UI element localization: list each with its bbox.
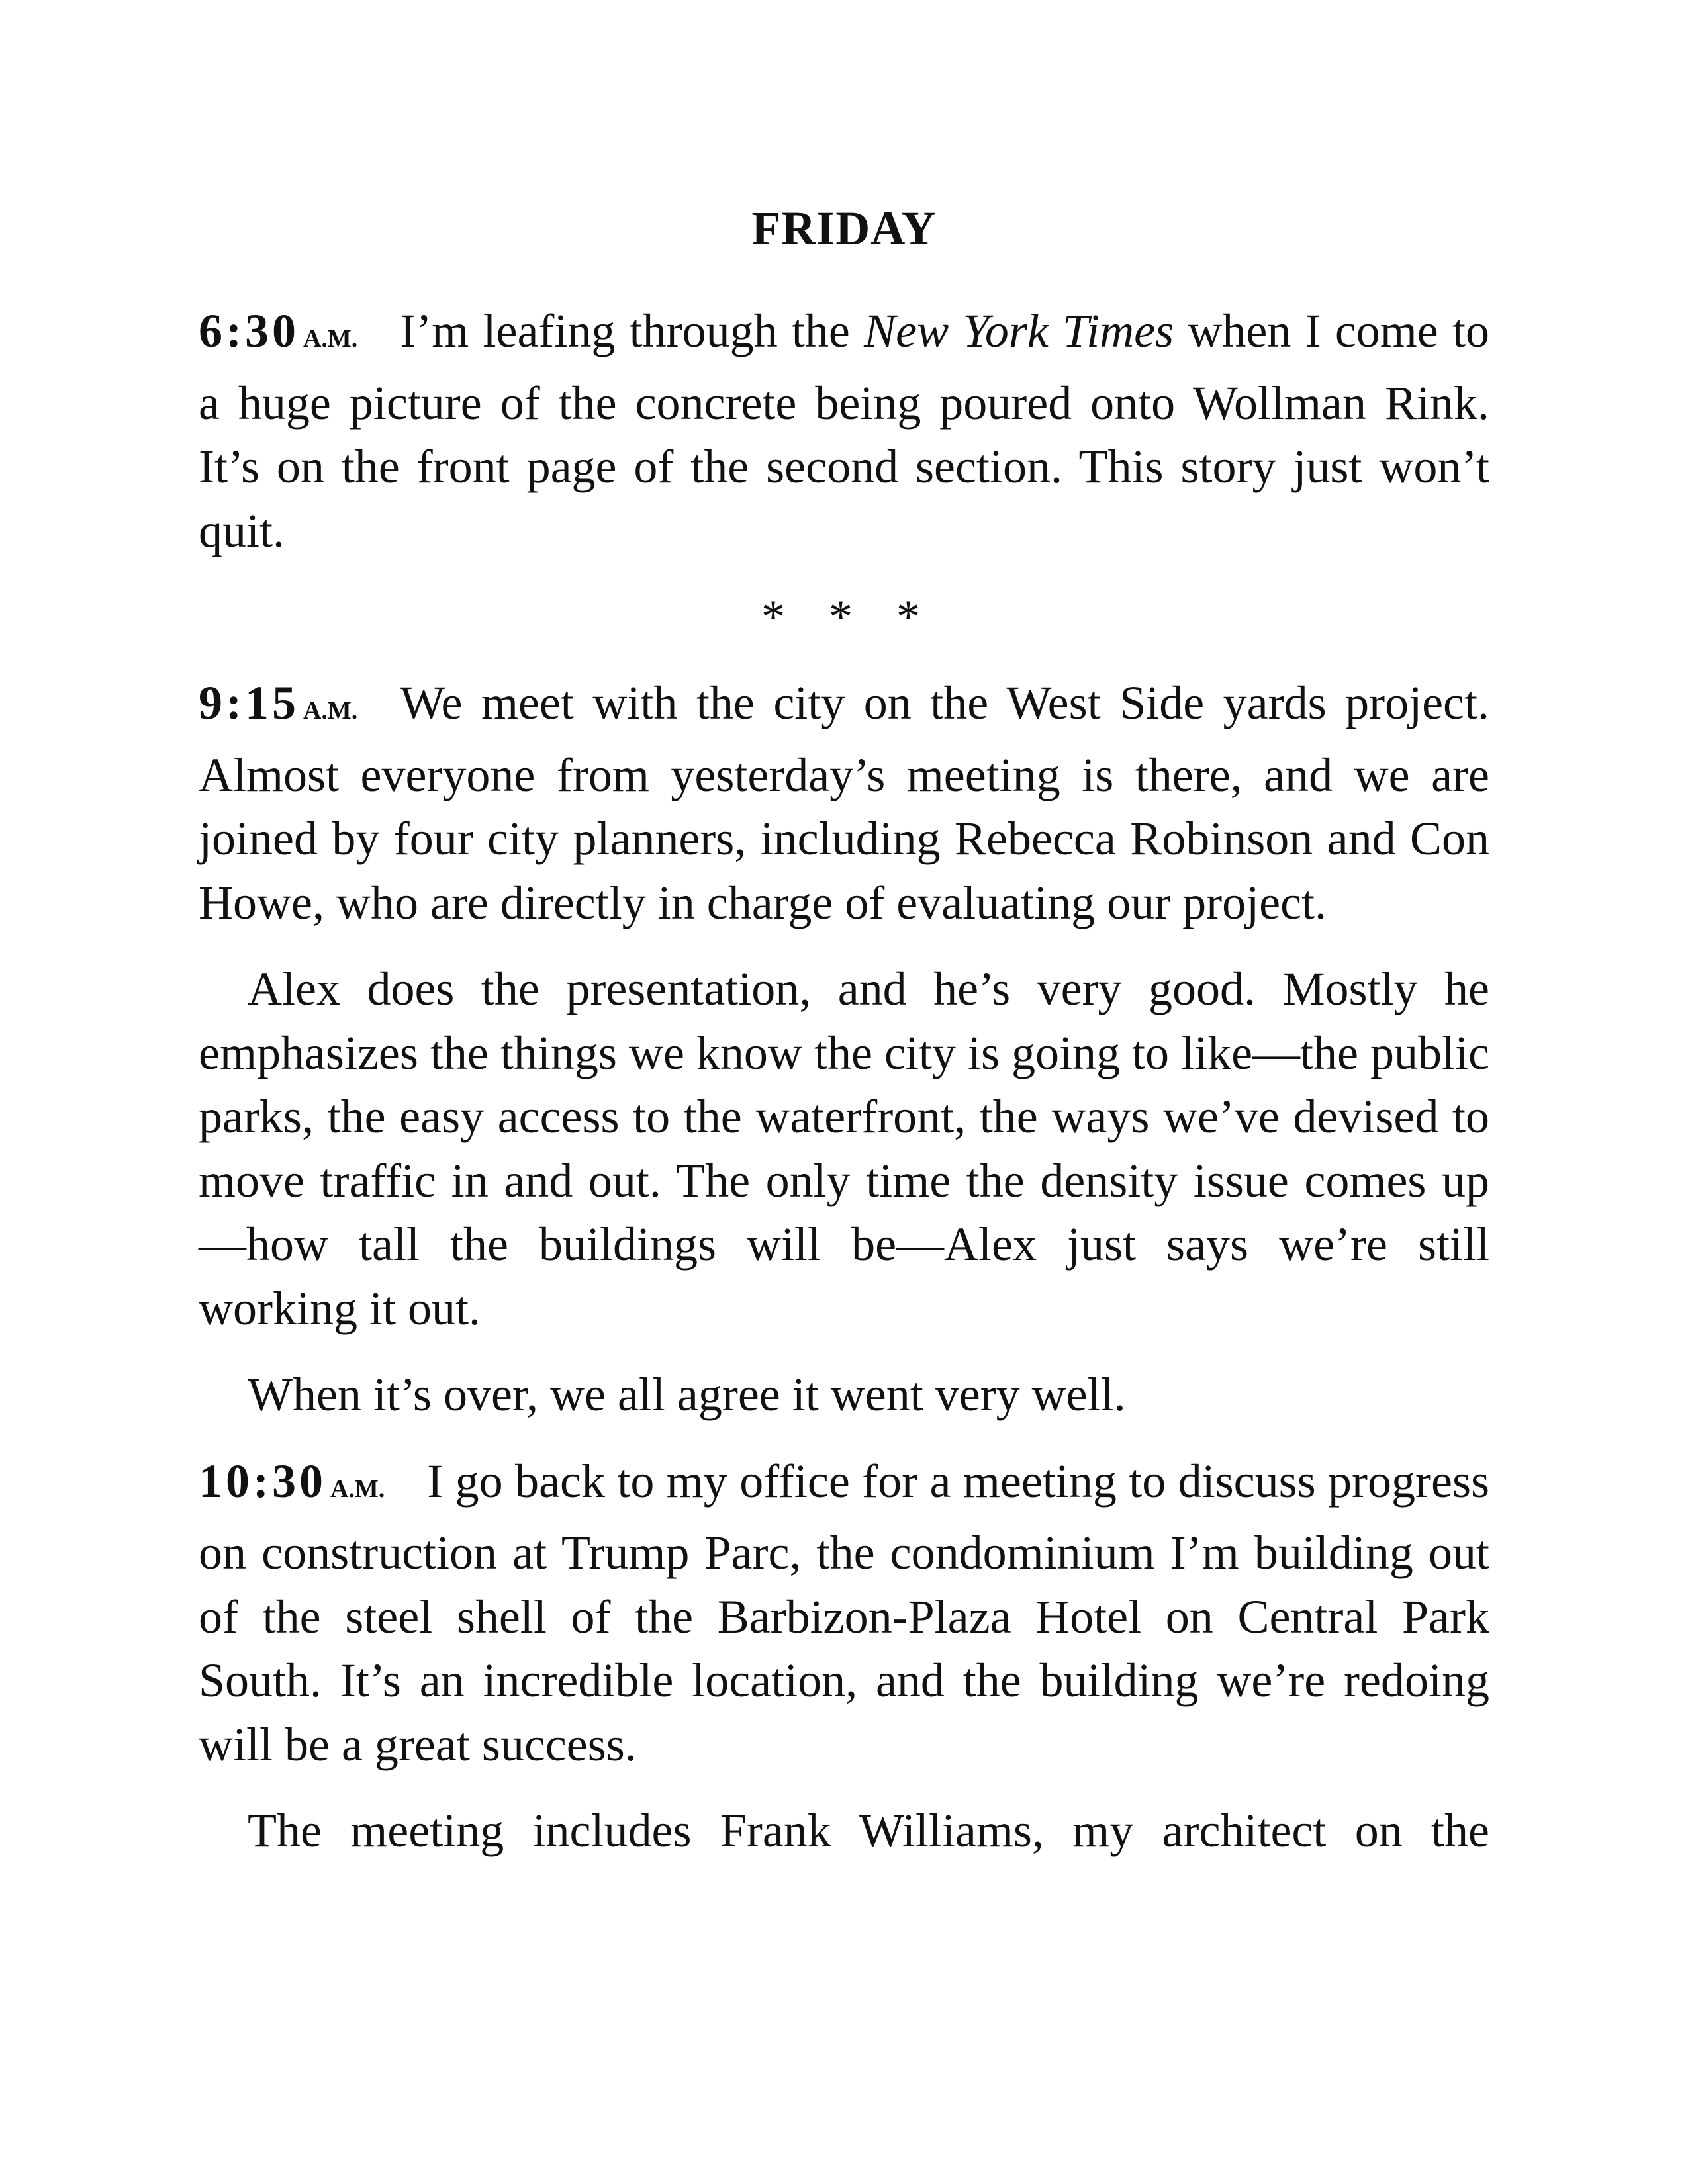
diary-entry-915 — [199, 671, 1489, 934]
entry-time: 6:30 — [199, 304, 299, 357]
paragraph-presentation: Alex does the presentation, and he’s very good. Mostly he emphasizes the things we know the city is going to like—the public parks, the easy access to the waterfront, the ways we’ve devised to move traffic in and out. The only time the density issue comes up—how tall the buildings will be—Alex just says we’re still working it out. — [199, 962, 1489, 1335]
paragraph-meeting-frank: The meeting includes Frank Williams, my architect on the — [248, 1804, 1489, 1857]
entry-text: We meet with the city on the West Side yards project. Almost everyone from yesterday’s meeting is there, and we are joined by four city planners, including Rebecca Robinson and Con Howe, who are directly in charge of evaluating our project. — [199, 676, 1489, 929]
entry-time: 10:30 — [199, 1454, 326, 1508]
chapter-title: FRIDAY — [751, 202, 937, 255]
paragraph-agreement: When it’s over, we all agree it went very well. — [248, 1368, 1126, 1421]
diary-entry-1030 — [199, 1449, 1489, 1777]
entry-text: I’m leafing through the — [400, 304, 865, 357]
book-page — [199, 192, 1489, 1886]
entry-text-continued: when I come to a huge picture of the concrete being poured onto Wollman Rink. It’s on the front page of the second section. This story just won’t quit. — [199, 304, 1489, 557]
entry-ampm: A.M. — [303, 697, 358, 725]
diary-entry-630 — [199, 299, 1489, 563]
publication-name: New York Times — [864, 304, 1174, 357]
section-separator: * * * — [761, 590, 936, 643]
entry-text: I go back to my office for a meeting to discuss progress on construction at Trump Parc, the condominium I’m building out of the steel shell of the Barbizon-Plaza Hotel on Central Park South. It’s an incredible location, and the building we’re redoing will be a great success. — [199, 1454, 1489, 1771]
entry-time: 9:15 — [199, 676, 299, 729]
entry-ampm: A.M. — [330, 1475, 385, 1503]
entry-ampm: A.M. — [303, 325, 358, 353]
